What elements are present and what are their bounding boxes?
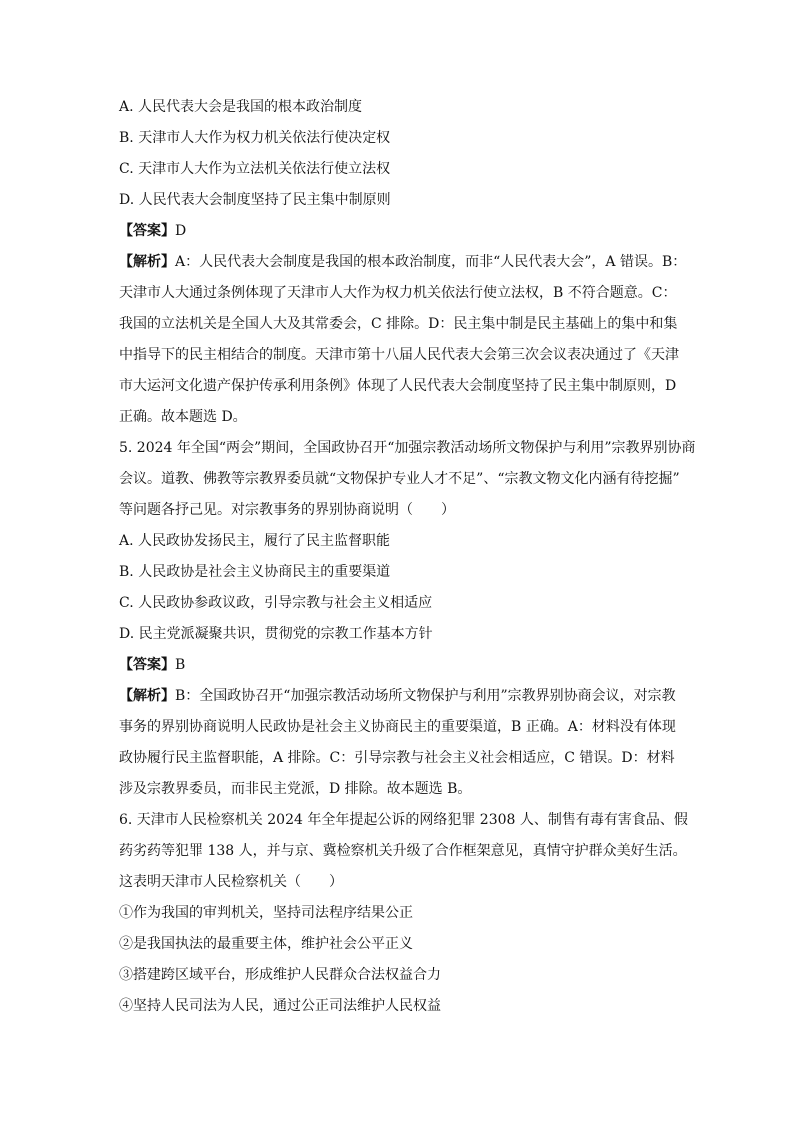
q5-analysis-line-4: 涉及宗教界委员，而非民主党派，D 排除。故本题选 B。: [119, 781, 472, 797]
q6-item-1: ①作为我国的审判机关，坚持司法程序结果公正: [119, 905, 413, 921]
q6-stem-line-1: 6. 天津市人民检察机关 2024 年全年提起公诉的网络犯罪 2308 人、制售有毒有害食品、假: [119, 812, 688, 828]
q5-answer: [119, 656, 695, 687]
q5-stem-line-1: 5. 2024 年全国“两会”期间，全国政协召开“加强宗教活动场所文物保护与利用”宗教界别协商: [119, 440, 696, 456]
q4-analysis-text-1: A：人民代表大会制度是我国的根本政治制度，而非“人民代表大会”，A 错误。B：: [175, 254, 687, 270]
q5-answer-label: 【答案】: [119, 657, 175, 673]
q5-analysis-line-1: [119, 687, 695, 718]
q5-analysis-line-2: 事务的界别协商说明人民政协是社会主义协商民主的重要渠道，B 正确。A：材料没有体现: [119, 719, 676, 735]
q4-analysis-label: 【解析】: [119, 254, 175, 270]
q5-option-d: D. 民主党派凝聚共识，贯彻党的宗教工作基本方针: [119, 626, 433, 642]
q4-analysis-line-5: 市大运河文化遗产保护传承利用条例》体现了人民代表大会制度坚持了民主集中制原则，D: [119, 378, 677, 394]
q4-option-a: A. 人民代表大会是我国的根本政治制度: [119, 99, 363, 115]
q6-stem-line-2: 药劣药等犯罪 138 人，并与京、冀检察机关升级了合作框架意见，真情守护群众美好生活。: [119, 843, 687, 859]
q4-analysis-line-2: 天津市人大通过条例体现了天津市人大作为权力机关依法行使立法权，B 不符合题意。C：: [119, 285, 677, 301]
q4-analysis-line-3: 我国的立法机关是全国人大及其常委会，C 排除。D：民主集中制是民主基础上的集中和集: [119, 316, 678, 332]
q5-stem-line-2: 会议。道教、佛教等宗教界委员就“文物保护专业人才不足”、“宗教文物文化内涵有待挖掘”: [119, 471, 680, 487]
q6-item-3: ③搭建跨区域平台，形成维护人民群众合法权益合力: [119, 967, 441, 983]
q5-stem-line-3: 等问题各抒己见。对宗教事务的界别协商说明（ ）: [119, 502, 455, 518]
q6-stem-line-3: 这表明天津市人民检察机关（ ）: [119, 874, 343, 890]
q6-item-4: ④坚持人民司法为人民，通过公正司法维护人民权益: [119, 998, 441, 1014]
q5-option-b: B. 人民政协是社会主义协商民主的重要渠道: [119, 564, 391, 580]
q4-answer-label: 【答案】: [119, 223, 175, 239]
q4-option-b: B. 天津市人大作为权力机关依法行使决定权: [119, 130, 391, 146]
q4-option-c: C. 天津市人大作为立法机关依法行使立法权: [119, 161, 391, 177]
q5-analysis-label: 【解析】: [119, 688, 175, 704]
q5-analysis-text-1: B：全国政协召开“加强宗教活动场所文物保护与利用”宗教界别协商会议，对宗教: [175, 688, 676, 704]
q4-answer-value: D: [175, 223, 187, 239]
q5-option-c: C. 人民政协参政议政，引导宗教与社会主义相适应: [119, 595, 433, 611]
q5-option-a: A. 人民政协发扬民主，履行了民主监督职能: [119, 533, 391, 549]
q5-answer-value: B: [175, 657, 186, 673]
q4-answer: [119, 222, 695, 253]
page-content: [119, 98, 695, 1028]
q4-option-d: D. 人民代表大会制度坚持了民主集中制原则: [119, 192, 391, 208]
q4-analysis-line-6: 正确。故本题选 D。: [119, 409, 247, 425]
q4-analysis-line-1: [119, 253, 695, 284]
q6-item-2: ②是我国执法的最重要主体，维护社会公平正义: [119, 936, 413, 952]
q5-analysis-line-3: 政协履行民主监督职能，A 排除。C：引导宗教与社会主义社会相适应，C 错误。D：材料: [119, 750, 675, 766]
q4-analysis-line-4: 中指导下的民主相结合的制度。天津市第十八届人民代表大会第三次会议表决通过了《天津: [119, 347, 679, 363]
